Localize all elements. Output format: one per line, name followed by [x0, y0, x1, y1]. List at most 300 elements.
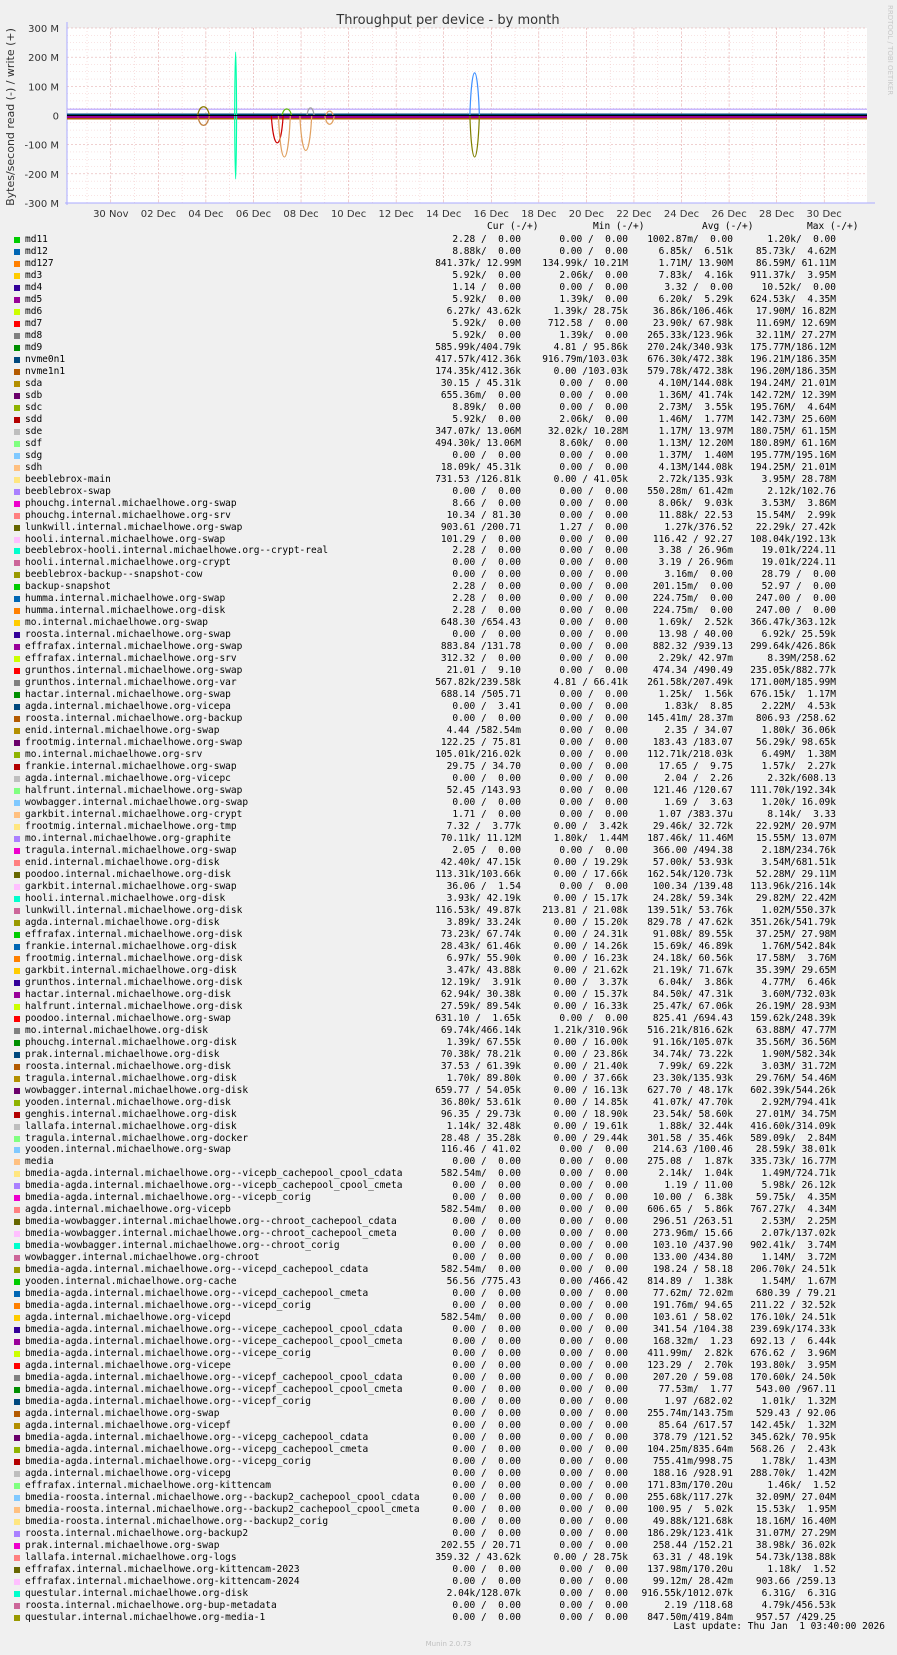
- legend-row: [0, 354, 897, 366]
- value-cur: 0.00 / 0.00: [452, 1396, 521, 1408]
- legend-swatch: [14, 1363, 20, 1369]
- value-max: 6.49M/ 1.38M: [761, 749, 836, 761]
- device-name: agda.internal.michaelhowe.org-vicepc: [25, 773, 231, 785]
- device-name: halfrunt.internal.michaelhowe.org-disk: [25, 1000, 243, 1012]
- value-max: 211.22 / 32.52k: [750, 1300, 836, 1312]
- value-max: 171.00M/185.99M: [750, 677, 836, 689]
- legend-swatch: [14, 1567, 20, 1573]
- value-max: 28.59k/ 38.01k: [755, 1144, 836, 1156]
- value-cur: 0.00 / 0.00: [452, 1228, 521, 1240]
- value-max: 35.56M/ 36.56M: [755, 1036, 836, 1048]
- baseline-read-band: [67, 118, 867, 120]
- value-cur: 582.54m/ 0.00: [440, 1204, 521, 1216]
- value-avg: 1.17M/ 13.97M: [658, 425, 733, 437]
- device-name: md9: [25, 341, 43, 353]
- value-avg: 378.79 /121.52: [652, 1432, 733, 1443]
- value-cur: 0.00 / 0.00: [452, 1156, 521, 1168]
- value-min: 0.00 / 0.00: [559, 1168, 628, 1180]
- value-avg: 168.32m/ 1.23: [652, 1336, 733, 1348]
- legend-swatch: [14, 560, 20, 566]
- value-min: 0.00 / 0.00: [559, 1443, 628, 1455]
- legend-row: [0, 809, 897, 821]
- value-cur: 2.04k/128.07k: [446, 1587, 521, 1599]
- legend-row: [0, 1049, 897, 1061]
- value-min: 134.99k/ 10.21M: [542, 257, 628, 269]
- value-min: 0.00 / 0.00: [559, 497, 628, 509]
- legend-swatch: [14, 656, 20, 662]
- value-min: 0.00 / 0.00: [559, 245, 628, 257]
- value-max: 37.25M/ 27.98M: [755, 928, 836, 940]
- value-min: 0.00 / 15.17k: [553, 892, 628, 904]
- legend-row: [0, 1180, 897, 1192]
- value-avg: 145.41m/ 28.37m: [647, 713, 733, 725]
- legend-swatch: [14, 1219, 20, 1225]
- value-max: 3.95M/ 28.78M: [761, 473, 836, 485]
- device-name: md6: [25, 305, 43, 317]
- x-tick-label: 26 Dec: [711, 209, 747, 220]
- device-name: media: [25, 1156, 54, 1168]
- value-max: 235.05k/882.77k: [750, 665, 836, 677]
- legend-swatch: [14, 1555, 20, 1561]
- legend-row: [0, 1576, 897, 1588]
- device-name: agda.internal.michaelhowe.org-vicepb: [25, 1204, 231, 1216]
- value-avg: 162.54k/120.73k: [647, 868, 733, 880]
- legend-swatch: [14, 1052, 20, 1058]
- y-tick-label: 300 M: [28, 24, 59, 35]
- x-tick-label: 20 Dec: [568, 209, 605, 220]
- value-avg: 3.16m/ 0.00: [664, 569, 733, 581]
- value-max: 2.12k/102.76: [767, 485, 836, 497]
- value-avg: 6.04k/ 3.86k: [658, 976, 733, 988]
- value-cur: 29.75 / 34.70: [446, 761, 521, 773]
- legend-row: [0, 270, 897, 282]
- value-max: 206.70k/ 24.51k: [750, 1264, 836, 1276]
- value-max: 676.15k/ 1.17M: [750, 689, 836, 701]
- value-max: 3.53M/ 3.86M: [761, 497, 836, 509]
- value-min: 0.00 / 0.00: [559, 773, 628, 785]
- value-min: 0.00 / 0.00: [559, 713, 628, 725]
- value-cur: 631.10 / 1.65k: [435, 1012, 521, 1024]
- value-cur: 5.92k/ 0.00: [452, 269, 521, 281]
- device-name: bmedia-wowbagger.internal.michaelhowe.org--chroot_corig: [25, 1240, 340, 1252]
- value-cur: 0.00 / 0.00: [452, 1443, 521, 1455]
- legend-swatch: [14, 1088, 20, 1094]
- legend-swatch: [14, 513, 20, 519]
- value-max: 1.20k/ 16.09k: [761, 797, 836, 809]
- legend-row: [0, 1432, 897, 1444]
- device-name: agda.internal.michaelhowe.org-disk: [25, 916, 220, 928]
- value-cur: 70.11k/ 11.12M: [440, 833, 521, 844]
- device-name: nvme1n1: [25, 365, 66, 377]
- value-min: 0.00 / 0.00: [559, 1491, 628, 1503]
- device-name: beeblebrox-backup--snapshot-cow: [25, 569, 203, 581]
- value-min: 0.00 / 0.00: [559, 1479, 628, 1491]
- legend-swatch: [14, 608, 20, 614]
- legend-swatch: [14, 1315, 20, 1321]
- value-cur: 10.34 / 81.30: [446, 509, 521, 521]
- legend-row: [0, 677, 897, 689]
- value-min: 1.39k/ 0.00: [559, 329, 628, 341]
- value-cur: 37.53 / 61.39k: [440, 1060, 521, 1072]
- y-tick-label: -200 M: [24, 169, 59, 181]
- device-name: beeblebrox-main: [25, 473, 111, 485]
- device-name: bmedia-agda.internal.michaelhowe.org--vicepb_cachepool_cpool_cdata: [25, 1168, 403, 1180]
- value-max: 3.60M/732.03k: [761, 988, 836, 1000]
- legend-swatch: [14, 1028, 20, 1034]
- legend-swatch: [14, 644, 20, 650]
- value-cur: 0.00 / 0.00: [452, 1360, 521, 1372]
- device-name: agda.internal.michaelhowe.org-vicepg: [25, 1467, 231, 1479]
- device-name: halfrunt.internal.michaelhowe.org-swap: [25, 785, 243, 797]
- value-min: 0.00 / 15.20k: [553, 916, 628, 928]
- value-min: 0.00 / 0.00: [559, 1192, 628, 1204]
- value-cur: 0.00 / 0.00: [452, 1384, 521, 1396]
- device-name: mo.internal.michaelhowe.org-disk: [25, 1024, 209, 1036]
- device-name: lunkwill.internal.michaelhowe.org-disk: [25, 904, 243, 916]
- value-cur: 101.29 / 0.00: [440, 533, 521, 545]
- value-min: 0.00 / 3.42k: [553, 821, 628, 833]
- value-avg: 2.19 /118.68: [664, 1599, 733, 1611]
- device-name: mo.internal.michaelhowe.org-srv: [25, 749, 203, 761]
- legend-swatch: [14, 1327, 20, 1333]
- value-cur: 7.32 / 3.77k: [446, 821, 521, 833]
- legend-swatch: [14, 584, 20, 590]
- value-avg: 121.46 /120.67: [652, 785, 733, 797]
- value-avg: 103.10 /437.90: [652, 1240, 733, 1252]
- legend-swatch: [14, 1483, 20, 1489]
- value-avg: 116.42 / 92.27: [652, 533, 733, 545]
- value-cur: 0.00 / 0.00: [452, 1252, 521, 1264]
- y-tick-label: -100 M: [24, 140, 59, 152]
- value-cur: 0.00 / 0.00: [452, 1432, 521, 1443]
- device-name: yooden.internal.michaelhowe.org-swap: [25, 1144, 231, 1156]
- chart-title: Throughput per device - by month: [336, 13, 560, 28]
- value-max: 196.20M/186.35M: [750, 365, 836, 377]
- value-avg: 2.72k/135.93k: [658, 473, 733, 485]
- legend-row: [0, 989, 897, 1001]
- value-cur: 0.00 / 0.00: [452, 1455, 521, 1467]
- value-cur: 28.43k/ 61.46k: [440, 940, 521, 952]
- value-avg: 6.20k/ 5.29k: [658, 293, 733, 305]
- value-max: 366.47k/363.12k: [750, 617, 836, 629]
- value-min: 0.00 / 41.05k: [553, 473, 628, 485]
- value-min: 0.00 / 0.00: [559, 629, 628, 641]
- legend-swatch: [14, 632, 20, 638]
- x-tick-label: 02 Dec: [140, 209, 176, 220]
- legend-row: [0, 1516, 897, 1528]
- value-max: 193.80k/ 3.95M: [750, 1360, 836, 1372]
- value-min: 0.00 / 14.85k: [553, 1096, 628, 1108]
- value-cur: 2.28 / 0.00: [452, 605, 521, 617]
- value-max: 676.62 / 3.96M: [750, 1348, 836, 1360]
- value-avg: 24.18k/ 60.56k: [652, 952, 733, 964]
- value-max: 1.76M/542.84k: [761, 940, 836, 952]
- value-cur: 12.19k/ 3.91k: [440, 976, 521, 988]
- value-max: 1.20k/ 0.00: [767, 234, 836, 245]
- value-min: 0.00 / 0.00: [559, 1288, 628, 1300]
- value-avg: 1.07 /383.37u: [658, 809, 733, 821]
- legend-row: [0, 881, 897, 893]
- legend-row: [0, 330, 897, 342]
- value-avg: 17.65 / 9.75: [658, 761, 733, 773]
- value-max: 2.92M/794.41k: [761, 1096, 836, 1108]
- legend-row: [0, 498, 897, 510]
- value-min: 1.80k/ 1.44M: [553, 833, 628, 844]
- value-max: 15.54M/ 2.99k: [755, 509, 836, 521]
- x-tick-label: 30 Dec: [806, 209, 842, 220]
- value-min: 0.00 / 0.00: [559, 617, 628, 629]
- value-avg: 814.89 / 1.38k: [647, 1276, 733, 1288]
- device-name: tragula.internal.michaelhowe.org-docker: [25, 1132, 249, 1144]
- value-avg: 3.19 / 26.96m: [658, 557, 733, 569]
- value-avg: 258.44 /152.21: [652, 1539, 733, 1551]
- device-name: frankie.internal.michaelhowe.org-swap: [25, 761, 237, 773]
- device-name: garkbit.internal.michaelhowe.org-swap: [25, 880, 237, 892]
- legend-row: [0, 701, 897, 713]
- header-max: Max (-/+): [807, 221, 859, 232]
- value-cur: 883.84 /131.78: [440, 641, 521, 653]
- value-min: 0.00 / 0.00: [559, 1360, 628, 1372]
- device-name: roosta.internal.michaelhowe.org-disk: [25, 1060, 231, 1072]
- legend-row: [0, 1588, 897, 1600]
- value-max: 3.03M/ 31.72M: [761, 1060, 836, 1072]
- value-avg: 41.07k/ 47.70k: [652, 1096, 733, 1108]
- value-cur: 0.00 / 0.00: [452, 1503, 521, 1515]
- legend-row: [0, 749, 897, 761]
- legend-swatch: [14, 800, 20, 806]
- legend-swatch: [14, 872, 20, 878]
- legend-swatch: [14, 1124, 20, 1130]
- legend-swatch: [14, 417, 20, 423]
- value-max: 175.77M/186.12M: [750, 341, 836, 353]
- legend-swatch: [14, 309, 20, 315]
- value-min: 0.00 / 19.61k: [553, 1120, 628, 1132]
- x-tick-label: 10 Dec: [330, 209, 367, 220]
- value-max: 111.70k/192.34k: [750, 785, 836, 797]
- value-min: 0.00 / 18.90k: [553, 1108, 628, 1120]
- value-avg: 916.55k/1012.07k: [641, 1587, 733, 1599]
- value-avg: 8.06k/ 9.03k: [658, 497, 733, 509]
- value-cur: 0.00 / 0.00: [452, 569, 521, 581]
- value-avg: 1.25k/ 1.56k: [658, 689, 733, 701]
- value-min: 0.00 / 0.00: [559, 653, 628, 665]
- device-name: effrafax.internal.michaelhowe.org-kittencam-2024: [25, 1575, 300, 1587]
- value-avg: 77.62m/ 72.02m: [652, 1288, 733, 1300]
- value-cur: 0.00 / 0.00: [452, 1563, 521, 1575]
- value-avg: 2.29k/ 42.97m: [658, 653, 733, 665]
- legend-swatch: [14, 1100, 20, 1106]
- value-cur: 0.00 / 0.00: [452, 773, 521, 785]
- legend-swatch: [14, 537, 20, 543]
- legend-row: [0, 282, 897, 294]
- value-cur: 0.00 / 0.00: [452, 1575, 521, 1587]
- value-cur: 0.00 / 0.00: [452, 1240, 521, 1252]
- device-name: bmedia-agda.internal.michaelhowe.org--vicepg_cachepool_cmeta: [25, 1443, 369, 1455]
- value-max: 1.54M/ 1.67M: [761, 1276, 836, 1288]
- value-avg: 1.88k/ 32.44k: [658, 1120, 733, 1132]
- value-min: 0.00 / 0.00: [559, 1515, 628, 1527]
- value-max: 2.07k/137.02k: [761, 1228, 836, 1240]
- value-max: 1.18k/ 1.52: [767, 1563, 836, 1575]
- value-min: 0.00 / 0.00: [559, 1228, 628, 1240]
- value-cur: 5.92k/ 0.00: [452, 317, 521, 329]
- value-avg: 7.99k/ 69.22k: [658, 1060, 733, 1072]
- legend-swatch: [14, 1447, 20, 1453]
- device-name: bmedia-agda.internal.michaelhowe.org--vicepd_cachepool_cmeta: [25, 1288, 369, 1300]
- value-min: 0.00 / 0.00: [559, 749, 628, 761]
- legend-swatch: [14, 1399, 20, 1405]
- legend-swatch: [14, 1375, 20, 1381]
- device-name: sdd: [25, 413, 43, 425]
- legend-row: [0, 414, 897, 426]
- value-avg: 23.54k/ 58.60k: [652, 1108, 733, 1120]
- value-avg: 99.12m/ 28.42m: [652, 1575, 733, 1587]
- value-max: 11.69M/ 12.69M: [755, 317, 836, 329]
- value-avg: 100.34 /139.48: [652, 880, 733, 892]
- legend-row: [0, 1168, 897, 1180]
- value-min: 0.00 / 0.00: [559, 1180, 628, 1192]
- value-min: 0.00 / 0.00: [559, 533, 628, 545]
- device-name: enid.internal.michaelhowe.org-disk: [25, 856, 220, 868]
- legend-row: [0, 1097, 897, 1109]
- x-tick-label: 22 Dec: [616, 209, 652, 220]
- device-name: md11: [25, 234, 48, 245]
- device-name: md4: [25, 281, 43, 293]
- value-avg: 4.10M/144.08k: [658, 377, 733, 389]
- legend-swatch: [14, 788, 20, 794]
- value-min: 0.00 / 0.00: [559, 1252, 628, 1264]
- value-cur: 359.32 / 43.62k: [435, 1551, 521, 1563]
- value-avg: 6.85k/ 6.51k: [658, 245, 733, 257]
- value-max: 195.77M/195.16M: [750, 449, 836, 461]
- value-cur: 0.00 / 0.00: [452, 1324, 521, 1336]
- value-avg: 7.83k/ 4.16k: [658, 269, 733, 281]
- value-avg: 516.21k/816.62k: [647, 1024, 733, 1036]
- value-min: 0.00 / 0.00: [559, 461, 628, 473]
- legend-swatch: [14, 333, 20, 339]
- value-cur: 0.00 / 0.00: [452, 1599, 521, 1611]
- legend-row: [0, 1336, 897, 1348]
- value-min: 0.00 / 0.00: [559, 605, 628, 617]
- device-name: bmedia-roosta.internal.michaelhowe.org--backup2_cachepool_cpool_cdata: [25, 1491, 420, 1503]
- munin-footer: Munin 2.0.73: [425, 1640, 472, 1648]
- legend-row: [0, 1121, 897, 1133]
- last-update: Last update: Thu Jan 1 03:40:00 2026: [673, 1621, 885, 1632]
- value-cur: 27.59k/ 89.54k: [440, 1000, 521, 1012]
- legend-row: [0, 306, 897, 318]
- device-name: roosta.internal.michaelhowe.org-bup-metadata: [25, 1599, 277, 1611]
- legend-row: [0, 581, 897, 593]
- legend-row: [0, 1252, 897, 1264]
- y-tick-label: 200 M: [28, 53, 59, 65]
- device-name: md3: [25, 269, 43, 281]
- legend-swatch: [14, 704, 20, 710]
- value-avg: 1.83k/ 8.85: [664, 701, 733, 713]
- throughput-graph: [0, 0, 897, 220]
- value-cur: 4.44 /582.54m: [446, 725, 521, 737]
- legend-row: [0, 545, 897, 557]
- value-cur: 903.61 /200.71: [440, 521, 521, 533]
- value-avg: 1.97 /682.02: [664, 1396, 733, 1408]
- legend-swatch: [14, 1291, 20, 1297]
- device-name: agda.internal.michaelhowe.org-vicepf: [25, 1420, 231, 1432]
- value-max: 3.54M/681.51k: [761, 856, 836, 868]
- legend-swatch: [14, 1459, 20, 1465]
- device-name: md8: [25, 329, 43, 341]
- legend-row: [0, 1492, 897, 1504]
- value-max: 903.66 /259.13: [755, 1575, 836, 1587]
- y-axis-label: Bytes/second read (-) / write (+): [4, 28, 17, 206]
- device-name: md7: [25, 317, 43, 329]
- value-min: 0.00 / 0.00: [559, 1216, 628, 1228]
- x-tick-label: 18 Dec: [521, 209, 557, 220]
- x-tick-label: 24 Dec: [663, 209, 700, 220]
- device-name: prak.internal.michaelhowe.org-swap: [25, 1539, 220, 1551]
- device-name: wowbagger.internal.michaelhowe.org-disk: [25, 1084, 249, 1096]
- device-name: grunthos.internal.michaelhowe.org-swap: [25, 665, 243, 677]
- legend-row: [0, 797, 897, 809]
- legend-swatch: [14, 477, 20, 483]
- value-cur: 96.35 / 29.73k: [440, 1108, 521, 1120]
- value-min: 0.00 / 0.00: [559, 1611, 628, 1623]
- legend-row: [0, 1360, 897, 1372]
- value-min: 0.00 / 0.00: [559, 689, 628, 701]
- value-min: 0.00 / 16.23k: [553, 952, 628, 964]
- value-max: 4.79k/456.53k: [761, 1599, 836, 1611]
- value-cur: 0.00 / 0.00: [452, 1420, 521, 1432]
- device-name: sdh: [25, 461, 43, 473]
- legend-row: [0, 1144, 897, 1156]
- value-min: 0.00 / 0.00: [559, 1384, 628, 1396]
- value-avg: 24.28k/ 59.34k: [652, 892, 733, 904]
- value-avg: 103.61 / 58.02: [652, 1312, 733, 1324]
- legend-swatch: [14, 357, 20, 363]
- legend-row: [0, 761, 897, 773]
- value-cur: 28.48 / 35.28k: [440, 1132, 521, 1144]
- value-avg: 36.86k/106.46k: [652, 305, 733, 317]
- value-max: 6.92k/ 25.59k: [761, 629, 836, 641]
- legend-swatch: [14, 1543, 20, 1549]
- value-min: 2.06k/ 0.00: [559, 413, 628, 425]
- legend-row: [0, 1504, 897, 1516]
- legend-swatch: [14, 848, 20, 854]
- legend-swatch: [14, 1016, 20, 1022]
- value-min: 0.00 / 0.00: [559, 844, 628, 856]
- device-name: bmedia-wowbagger.internal.michaelhowe.org--chroot_cachepool_cdata: [25, 1216, 397, 1228]
- value-min: 0.00 / 0.00: [559, 1503, 628, 1515]
- value-cur: 3.47k/ 43.88k: [446, 964, 521, 976]
- legend-swatch: [14, 453, 20, 459]
- value-avg: 214.63 /100.46: [652, 1144, 733, 1156]
- value-min: 0.00 / 19.29k: [553, 856, 628, 868]
- value-cur: 18.09k/ 45.31k: [440, 461, 521, 473]
- legend-row: [0, 917, 897, 929]
- device-name: lallafa.internal.michaelhowe.org-logs: [25, 1551, 237, 1563]
- value-min: 0.00 / 0.00: [559, 1312, 628, 1324]
- device-name: grunthos.internal.michaelhowe.org-disk: [25, 976, 243, 988]
- device-name: tragula.internal.michaelhowe.org-disk: [25, 1072, 237, 1084]
- legend-row: [0, 893, 897, 905]
- value-min: 0.00 /103.03k: [553, 365, 628, 377]
- legend-row: [0, 1468, 897, 1480]
- value-cur: 5.92k/ 0.00: [452, 413, 521, 425]
- device-name: mo.internal.michaelhowe.org-graphite: [25, 833, 231, 844]
- legend-swatch: [14, 548, 20, 554]
- legend-swatch: [14, 932, 20, 938]
- value-max: 31.07M/ 27.29M: [755, 1527, 836, 1539]
- legend-row: [0, 1312, 897, 1324]
- device-name: garkbit.internal.michaelhowe.org-disk: [25, 964, 237, 976]
